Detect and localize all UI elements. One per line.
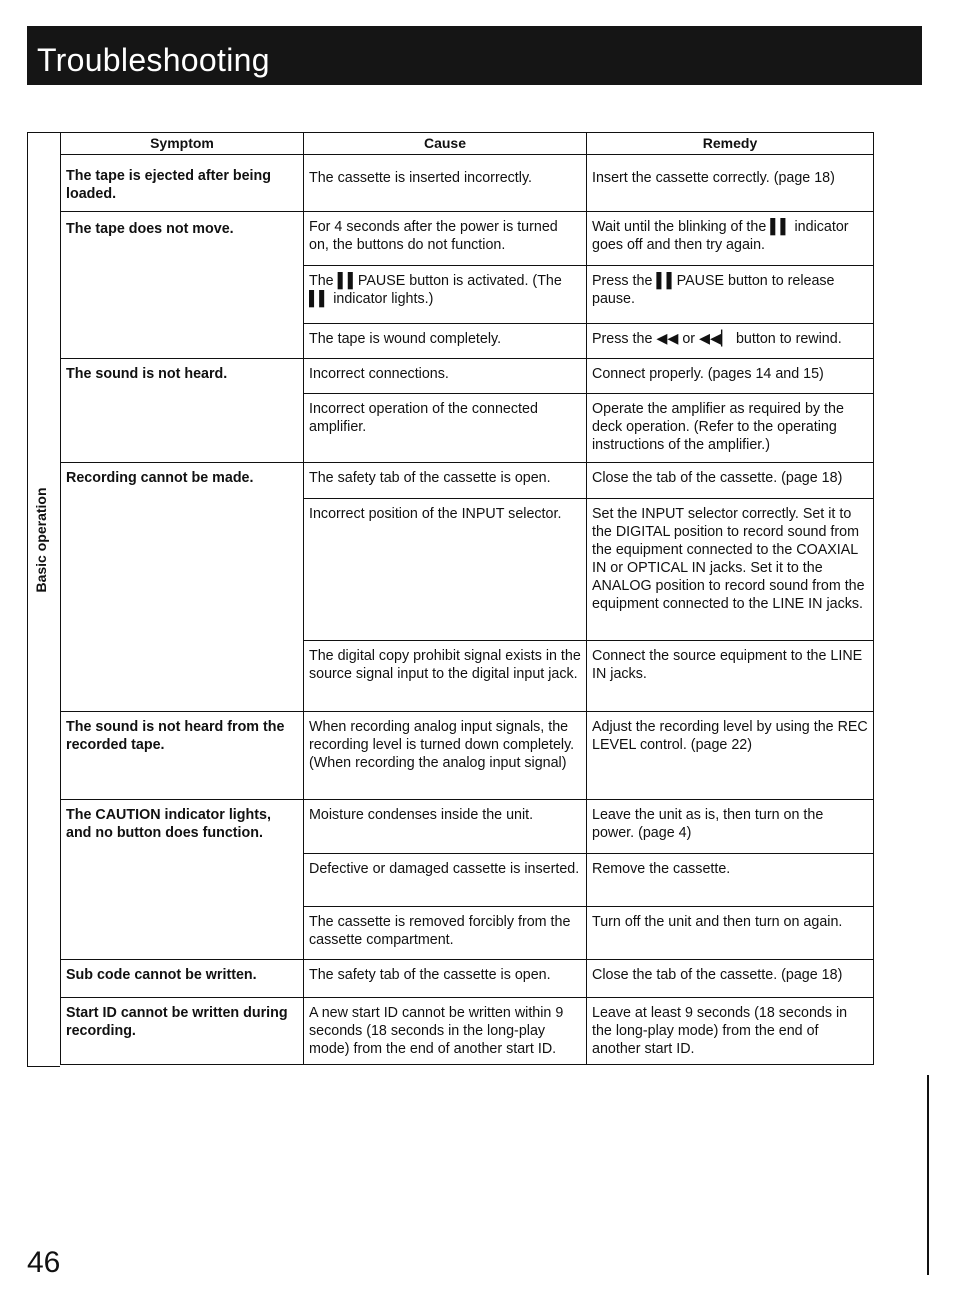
symptom-cell: Recording cannot be made. — [61, 463, 304, 712]
symptom-cell: The sound is not heard from the recorded tape. — [61, 712, 304, 800]
table-row — [61, 712, 874, 800]
cause-cell: The ▌▌PAUSE button is activated. (The ▌▌ indicator lights.) — [304, 266, 587, 324]
remedy-cell: Operate the amplifier as required by the deck operation. (Refer to the operating instructions of the amplifier.) — [587, 394, 874, 463]
remedy-cell: Set the INPUT selector correctly. Set it to the DIGITAL position to record sound from the equipment connected to the COAXIAL IN or OPTICAL IN jacks. Set it to the ANALOG position to record sound from the equipment connected to the LINE IN jacks. — [587, 499, 874, 641]
cause-cell: Defective or damaged cassette is inserted. — [304, 854, 587, 907]
header-remedy: Remedy — [587, 133, 874, 155]
remedy-cell: Press the ◀◀ or ◀◀▏ button to rewind. — [587, 324, 874, 359]
header-cause: Cause — [304, 133, 587, 155]
remedy-cell: Adjust the recording level by using the REC LEVEL control. (page 22) — [587, 712, 874, 800]
cause-cell: The safety tab of the cassette is open. — [304, 463, 587, 499]
title-bar — [27, 26, 922, 85]
remedy-cell: Close the tab of the cassette. (page 18) — [587, 463, 874, 499]
symptom-cell: The sound is not heard. — [61, 359, 304, 463]
table-header-row — [61, 133, 874, 155]
cause-cell: The cassette is removed forcibly from the cassette compartment. — [304, 907, 587, 960]
cause-cell: For 4 seconds after the power is turned on, the buttons do not function. — [304, 212, 587, 266]
cause-cell: The digital copy prohibit signal exists in the source signal input to the digital input jack. — [304, 641, 587, 712]
table-row — [61, 960, 874, 998]
troubleshooting-table — [60, 132, 874, 1065]
remedy-cell: Insert the cassette correctly. (page 18) — [587, 155, 874, 212]
cause-cell: A new start ID cannot be written within 9 seconds (18 seconds in the long-play mode) from the end of another start ID. — [304, 998, 587, 1065]
table-row — [61, 998, 874, 1065]
page-title: Troubleshooting — [37, 42, 270, 78]
table-row — [61, 155, 874, 212]
remedy-cell: Connect the source equipment to the LINE IN jacks. — [587, 641, 874, 712]
cause-cell: Moisture condenses inside the unit. — [304, 800, 587, 854]
cause-cell: The safety tab of the cassette is open. — [304, 960, 587, 998]
page-number: 46 — [27, 1246, 61, 1279]
remedy-cell: Wait until the blinking of the ▌▌ indicator goes off and then try again. — [587, 212, 874, 266]
remedy-cell: Remove the cassette. — [587, 854, 874, 907]
symptom-cell: The tape does not move. — [61, 212, 304, 359]
cause-cell: When recording analog input signals, the recording level is turned down completely. (When recording the analog input signal) — [304, 712, 587, 800]
margin-rule — [927, 1075, 929, 1275]
remedy-cell: Leave at least 9 seconds (18 seconds in the long-play mode) from the end of another start ID. — [587, 998, 874, 1065]
cause-cell: The tape is wound completely. — [304, 324, 587, 359]
remedy-cell: Close the tab of the cassette. (page 18) — [587, 960, 874, 998]
remedy-cell: Turn off the unit and then turn on again. — [587, 907, 874, 960]
cause-cell: The cassette is inserted incorrectly. — [304, 155, 587, 212]
remedy-cell: Connect properly. (pages 14 and 15) — [587, 359, 874, 394]
section-sidebar — [27, 132, 60, 1067]
symptom-cell: The CAUTION indicator lights, and no button does function. — [61, 800, 304, 960]
cause-cell: Incorrect position of the INPUT selector. — [304, 499, 587, 641]
table-row — [61, 463, 874, 499]
table-row — [61, 212, 874, 266]
symptom-cell: Start ID cannot be written during recording. — [61, 998, 304, 1065]
cause-cell: Incorrect operation of the connected amplifier. — [304, 394, 587, 463]
header-symptom: Symptom — [61, 133, 304, 155]
remedy-cell: Press the ▌▌PAUSE button to release pause. — [587, 266, 874, 324]
section-label: Basic operation — [33, 487, 49, 593]
table-row — [61, 359, 874, 394]
cause-cell: Incorrect connections. — [304, 359, 587, 394]
symptom-cell: Sub code cannot be written. — [61, 960, 304, 998]
remedy-cell: Leave the unit as is, then turn on the power. (page 4) — [587, 800, 874, 854]
table-row — [61, 800, 874, 854]
symptom-cell: The tape is ejected after being loaded. — [61, 155, 304, 212]
